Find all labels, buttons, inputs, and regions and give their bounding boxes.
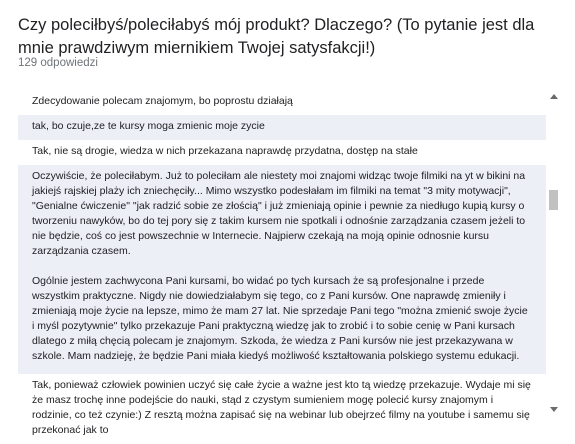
response-text: Tak, ponieważ człowiek powinien uczyć się całe życie a ważne jest kto tą wiedzę przekazuje. Wydaje mi się że masz trochę inne podejście do nauki, stąd z czystym sumieniem mogę polecić kursy znajomym i rodzinie, co też czynie:) Z resztą można zapisać się na webinar lub obejrzeć filmy na youtube i samemu się przekonać jak to [32, 379, 531, 436]
response-count: 129 odpowiedzi [18, 57, 98, 69]
scroll-up-arrow-icon[interactable] [550, 94, 558, 99]
scrollbar[interactable] [548, 90, 559, 422]
response-text: tak, bo czuje,ze te kursy moga zmienic moje zycie [32, 120, 265, 132]
response-text: Tak, nie są drogie, wiedza w nich przekazana naprawdę przydatna, dostęp na stałe [32, 145, 418, 157]
response-item [18, 374, 546, 444]
response-item [18, 140, 546, 165]
scrollbar-thumb[interactable] [549, 190, 558, 210]
response-text: Ogólnie jestem zachwycona Pani kursami, bo widać po tych kursach że są profesjonalne i przede wszystkim praktyczne. Nigdy nie dowiedziałabym się tego, co z Pani kursów. One naprawdę zmieniły i zmieniają moje życie na lepsze, mimo że mam 27 lat. Nie sprzedaje Pani tego "można zmienić swoje życie i myśl pozytywnie" tylko przekazuje Pani praktyczną wiedzę jak to zrobić i to sobie cenię w Pani kursach dlatego z miłą chęcią polecam je znajomym. Szkoda, że wiedza z Pani kursów nie jest przekazywana w szkole. Mam nadzieję, że będzie Pani miała kiedyś możliwość kształtowania polskiego systemu edukacji. [32, 275, 528, 362]
response-item [18, 165, 546, 374]
response-item [18, 90, 546, 115]
response-text: Zdecydowanie polecam znajomym, bo poprostu działają [32, 95, 293, 107]
question-title: Czy poleciłbyś/poleciłabyś mój produkt? Dlaczego? (To pytanie jest dla mnie prawdziwym miernikiem Twojej satysfakcji!) [18, 16, 535, 57]
response-item [18, 115, 546, 140]
responses-list[interactable] [18, 90, 546, 436]
response-text: Oczywiście, że poleciłabym. Już to poleciłam ale niestety moi znajomi widząc twoje filmiki na yt w bikini na jakiejś rajskiej plaży ich zniechęciły... Mimo wszystko podesłałam im filmiki na temat "3 mity motywacji", "Genialne ćwiczenie" "jak radzić sobie ze złością" i już zmieniają opinie i pewnie za niedługo kupią kursy o tworzeniu nawyków, bo do tej pory się z takim kursem nie spotkali i odnośnie zarządzania czasem jeżeli to nie będzie, coś co jest powszechnie w Internecie. Najpierw czekają na moją opinie odnosnie kursu zarządzania czasem. [32, 170, 526, 257]
scroll-down-arrow-icon[interactable] [550, 407, 558, 412]
